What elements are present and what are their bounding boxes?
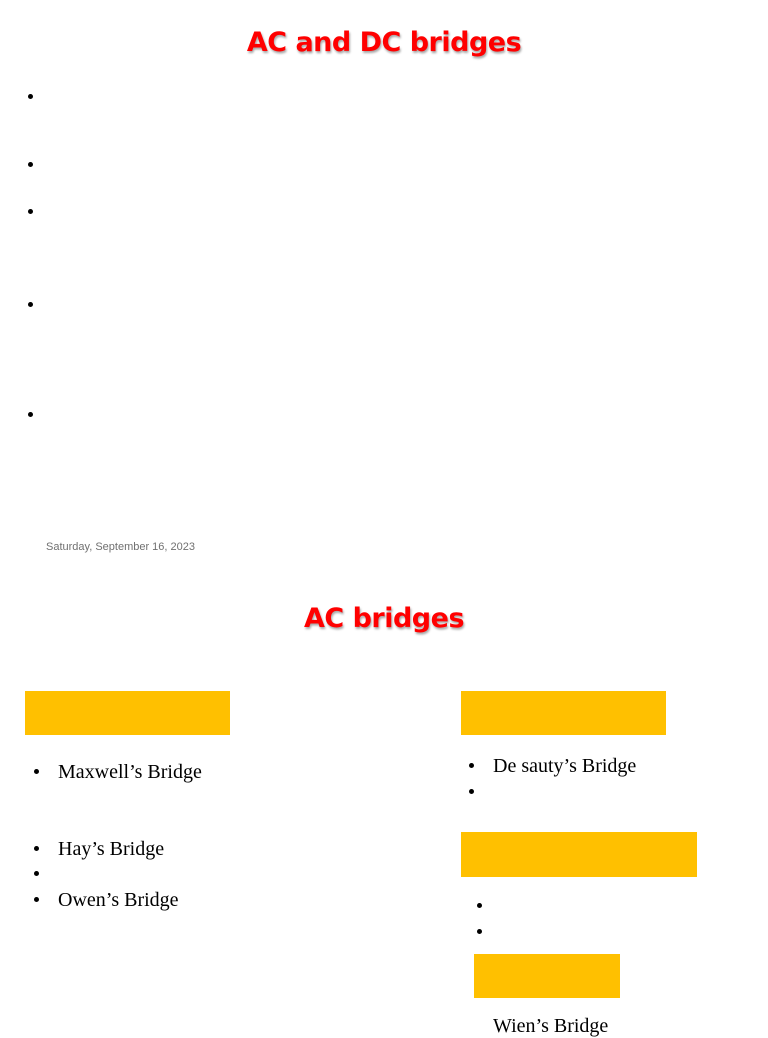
bullet-point bbox=[28, 412, 33, 417]
highlight-box-right-bottom bbox=[474, 954, 620, 998]
bullet-point bbox=[28, 162, 33, 167]
bullet-point bbox=[28, 209, 33, 214]
list-item-wiens-bridge-partial: Wien’s Bridge bbox=[493, 1015, 609, 1037]
bullet-point bbox=[34, 769, 39, 774]
highlight-box-left bbox=[25, 691, 230, 735]
bullet-point bbox=[469, 789, 474, 794]
bullet-point bbox=[28, 94, 33, 99]
highlight-box-right-top bbox=[461, 691, 666, 735]
bullet-point bbox=[34, 846, 39, 851]
bullet-point bbox=[477, 929, 482, 934]
list-item-maxwells-bridge: Maxwell’s Bridge bbox=[34, 760, 202, 784]
slide-date: Saturday, September 16, 2023 bbox=[46, 541, 196, 553]
slide-title-ac-bridges: AC bridges bbox=[303, 603, 465, 634]
bullet-point bbox=[28, 302, 33, 307]
highlight-box-right-middle bbox=[461, 832, 697, 877]
list-item-de-sautys-bridge: De sauty’s Bridge bbox=[469, 754, 636, 778]
bullet-point bbox=[477, 903, 482, 908]
bullet-point bbox=[34, 897, 39, 902]
bullet-point bbox=[469, 763, 474, 768]
list-item-owens-bridge: Owen’s Bridge bbox=[34, 888, 179, 912]
bullet-point bbox=[34, 871, 39, 876]
slide-title-ac-dc-bridges: AC and DC bridges bbox=[246, 27, 522, 58]
list-item-hays-bridge: Hay’s Bridge bbox=[34, 837, 164, 861]
